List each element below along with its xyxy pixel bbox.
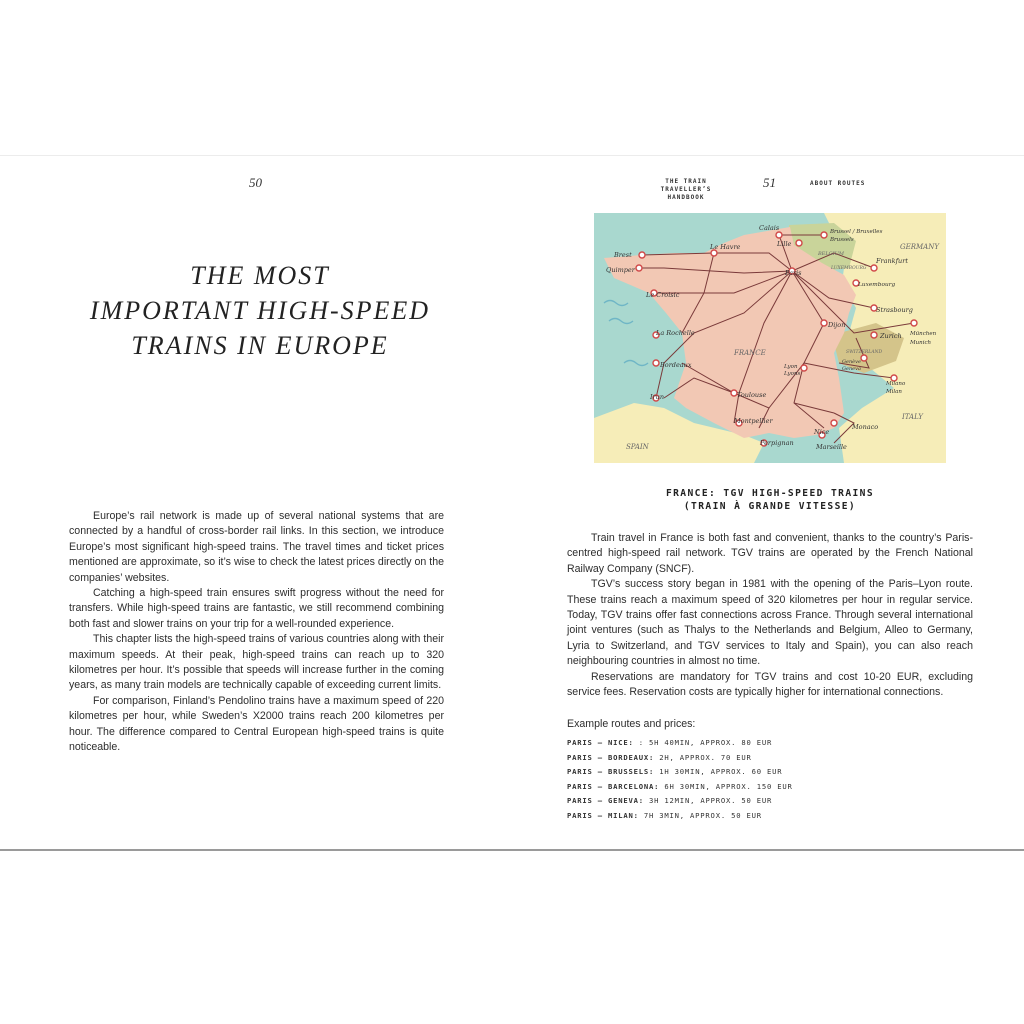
right-body-text [567,531,973,700]
route-name: PARIS — BARCELONA: [567,781,660,791]
label-france: FRANCE [734,349,766,357]
section-heading-line-2: (TRAIN À GRANDE VITESSE) [683,501,857,512]
route-item [567,794,973,809]
city-bordeaux: Bordeaux [660,361,692,369]
right-paragraph-1: Train travel in France is both fast and convenient, thanks to the country’s Paris-centred high-speed rail network. TGV trains are operated by the French National Railway Company (SNCF). [567,532,973,575]
city-la-rochelle: La Rochelle [656,329,695,337]
right-page-number: 51 [763,175,776,190]
left-paragraph-2: Catching a high-speed train ensures swift progress without the need for transfers. While high-speed trains are fantastic, we still recommend combining both fast and slower trains on your trip for a well-rounded experience. [69,587,444,630]
running-head-line-2: HANDBOOK [667,194,705,201]
label-switzerland: SWITZERLAND [846,350,883,355]
city-zurich: Zurich [880,332,902,340]
city-calais: Calais [759,224,780,232]
map-illustration [594,213,946,463]
city-milano-2: Milan [886,389,902,395]
label-spain: SPAIN [626,443,649,451]
right-paragraph-3: Reservations are mandatory for TGV trains and cost 10-20 EUR, excluding service fees. Reservation costs are typically higher for international connections. [567,670,973,699]
label-italy: ITALY [902,413,923,421]
city-strasbourg: Strasbourg [876,306,913,314]
city-munchen-1: München [910,331,937,337]
label-germany: GERMANY [900,243,939,251]
city-frankfurt: Frankfurt [876,257,908,265]
city-luxembourg: Luxembourg [858,282,896,288]
route-name: PARIS — BORDEAUX: [567,752,655,762]
route-name: PARIS — GENEVA: [567,796,644,806]
routes-label: Example routes and prices: [567,718,696,730]
left-paragraph-1: Europe’s rail network is made up of several national systems that are connected by a handful of cross-border rail links. In this section, we introduce Europe’s most significant high-speed trains. The travel times and ticket prices mentioned are approximate, so it’s wise to check the latest prices directly on the companies’ websites. [69,510,444,584]
city-toulouse: Toulouse [737,391,767,399]
city-dijon: Dijon [828,321,846,329]
title-line-2: IMPORTANT HIGH-SPEED [89,296,431,325]
route-detail: 3H 12MIN, APPROX. 50 EUR [643,796,773,806]
city-geneve-2: Geneva [842,366,861,372]
city-milano-1: Milano [886,381,906,387]
route-detail: : 5H 40MIN, APPROX. 80 EUR [633,738,773,747]
city-irun: Irun [650,393,665,401]
route-item [567,809,973,824]
spread-bottom-edge [0,849,1024,851]
city-munchen-2: Munich [910,340,932,346]
route-detail: 6H 30MIN, APPROX. 150 EUR [659,781,793,791]
section-heading-line-1: FRANCE: TGV HIGH-SPEED TRAINS [665,488,875,499]
route-detail: 7H 3MIN, APPROX. 50 EUR [638,810,762,820]
title-line-3: TRAINS IN EUROPE [131,331,389,360]
city-paris: Paris [785,269,802,277]
city-perpignan: Perpignan [760,439,794,447]
right-paragraph-2: TGV’s success story began in 1981 with the opening of the Paris–Lyon route. These trains reach a maximum speed of 320 kilometres per hour in regular service. Today, TGV trains offer fast connections across France. Through several international joint ventures (such as Thalys to the Netherlands and Belgium, Alleo to Germany, Lyria to Switzerland, and TGV services to Italy and Spain), you can also reach neighbouring countries in almost no time. [567,578,973,668]
city-lyon-2: Lyons [784,371,801,377]
city-marseille: Marseille [816,443,847,451]
route-name: PARIS — NICE: [567,738,634,747]
left-body-text [69,509,444,756]
route-item [567,780,973,795]
left-paragraph-4: For comparison, Finland’s Pendolino trains have a maximum speed of 220 kilometres per hour, while Sweden’s X2000 trains reach 200 kilometres per hour. The difference compared to Central European high-speed trains is quite noticeable. [69,694,444,754]
city-bruxelles-2: Brussels [830,237,854,243]
routes-list [567,736,973,824]
chapter-title [60,258,460,363]
route-item [567,736,973,751]
route-name: PARIS — MILAN: [567,810,639,820]
city-geneve-1: Genève [842,359,861,365]
route-item [567,751,973,766]
route-name: PARIS — BRUSSELS: [567,767,655,777]
city-nice: Nice [814,428,830,436]
route-detail: 2H, APPROX. 70 EUR [654,752,752,762]
city-quimper: Quimper [606,266,635,274]
city-brest: Brest [614,251,632,259]
running-head-book-title [641,178,731,202]
city-monaco: Monaco [852,423,879,431]
left-paragraph-3: This chapter lists the high-speed trains of various countries along with their maximum speeds. At their peak, high-speed trains can reach up to 320 kilometres per hour. It’s possible that speeds will increase further in the coming years, as many train models are technically capable of exceeding current limits. [69,633,444,692]
city-lille: Lille [777,240,792,248]
label-luxembourg-country: LUXEMBOURG [831,266,867,271]
route-detail: 1H 30MIN, APPROX. 60 EUR [654,767,783,777]
title-line-1: THE MOST [190,261,330,290]
route-item [567,765,973,780]
running-head-line-1: THE TRAIN TRAVELLER’S [660,178,712,193]
left-page-number: 50 [249,175,262,190]
section-heading [567,487,973,513]
label-belgium: BELGIUM [818,251,844,257]
city-le-havre: Le Havre [710,243,741,251]
city-montpellier: Montpellier [734,417,773,425]
france-tgv-map [594,213,946,463]
city-le-croisic: Le Croisic [646,291,680,299]
city-bruxelles-1: Brussel / Bruxelles [830,229,883,235]
city-lyon-1: Lyon [784,364,798,370]
running-head-section: ABOUT ROUTES [810,180,866,187]
